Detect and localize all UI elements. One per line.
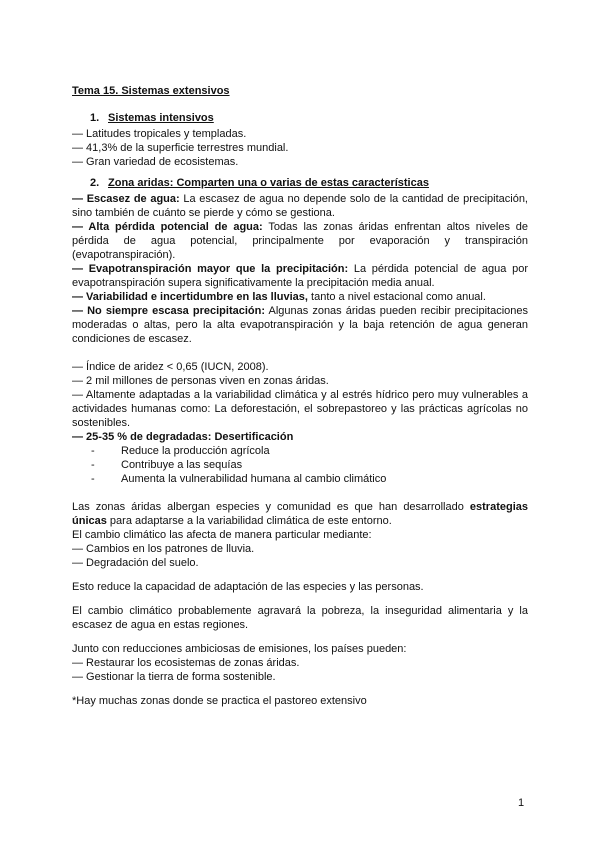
characteristic-item: — No siempre escasa precipitación: Algunas zonas áridas pueden recibir precipitaciones moderadas o altas, pero la alta evapotranspiración y la baja retención de agua generan condiciones de escasez. [72, 305, 528, 345]
page-number: 1 [518, 797, 525, 809]
section1-heading [90, 111, 528, 125]
paragraph-line: El cambio climático las afecta de manera particular mediante: [72, 529, 372, 541]
paragraph-line: — Gestionar la tierra de forma sostenible. [72, 671, 276, 683]
document-title: Tema 15. Sistemas extensivos [72, 85, 230, 97]
footnote: *Hay muchas zonas donde se practica el pastoreo extensivo [72, 695, 367, 707]
paragraph-line: Junto con reducciones ambiciosas de emisiones, los países pueden: [72, 643, 407, 655]
fact-item: — Índice de aridez < 0,65 (IUCN, 2008). [72, 361, 269, 373]
section2-number: 2. [90, 177, 100, 189]
degradation-item: - Reduce la producción agrícola [91, 445, 270, 457]
characteristic-item: — Variabilidad e incertidumbre en las lluvias, tanto a nivel estacional como anual. [72, 291, 486, 303]
section1-heading-text: Sistemas intensivos [108, 112, 214, 124]
list-item: — Latitudes tropicales y templadas. [72, 128, 247, 140]
fact-item: — Altamente adaptadas a la variabilidad climática y al estrés hídrico pero muy vulnerables a actividades humanas como: La deforestación, el sobrepastoreo y las prácticas agrícolas no sostenibles. [72, 389, 528, 429]
characteristic-item: — Evapotranspiración mayor que la precipitación: La pérdida potencial de agua por evapotranspiración supera significativamente la precipitación media anual. [72, 263, 528, 289]
paragraph-strategies: Las zonas áridas albergan especies y comunidad es que han desarrollado estrategias únicas para adaptarse a la variabilidad climática de este entorno. [72, 501, 528, 527]
paragraph-climate: El cambio climático probablemente agravará la pobreza, la inseguridad alimentaria y la escasez de agua en estas regiones. [72, 605, 528, 631]
paragraph-line: — Degradación del suelo. [72, 557, 199, 569]
characteristic-item: — Alta pérdida potencial de agua: Todas las zonas áridas enfrentan altos niveles de pérdida de agua potencial, principalmente por evaporación y transpiración (evapotranspiración). [72, 221, 529, 261]
section2-heading [90, 176, 528, 190]
degradation-item: - Contribuye a las sequías [91, 459, 243, 471]
section2-heading-text: Zona aridas: Comparten una o varias de estas características [108, 177, 429, 189]
characteristic-item: — Escasez de agua: La escasez de agua no depende solo de la cantidad de precipitación, sino también de cuánto se pierde y cómo se gestiona. [72, 193, 528, 219]
list-item: — Gran variedad de ecosistemas. [72, 156, 239, 168]
paragraph-adaptation: Esto reduce la capacidad de adaptación de las especies y las personas. [72, 581, 424, 593]
section1-number: 1. [90, 112, 100, 124]
fact-item: — 2 mil millones de personas viven en zonas áridas. [72, 375, 329, 387]
list-item: — 41,3% de la superficie terrestres mundial. [72, 142, 289, 154]
degradation-label: — 25-35 % de degradadas: Desertificación [72, 431, 294, 443]
degradation-item: - Aumenta la vulnerabilidad humana al cambio climático [91, 473, 387, 485]
paragraph-line: — Restaurar los ecosistemas de zonas áridas. [72, 657, 300, 669]
paragraph-line: — Cambios en los patrones de lluvia. [72, 543, 255, 555]
page-content [72, 84, 528, 708]
